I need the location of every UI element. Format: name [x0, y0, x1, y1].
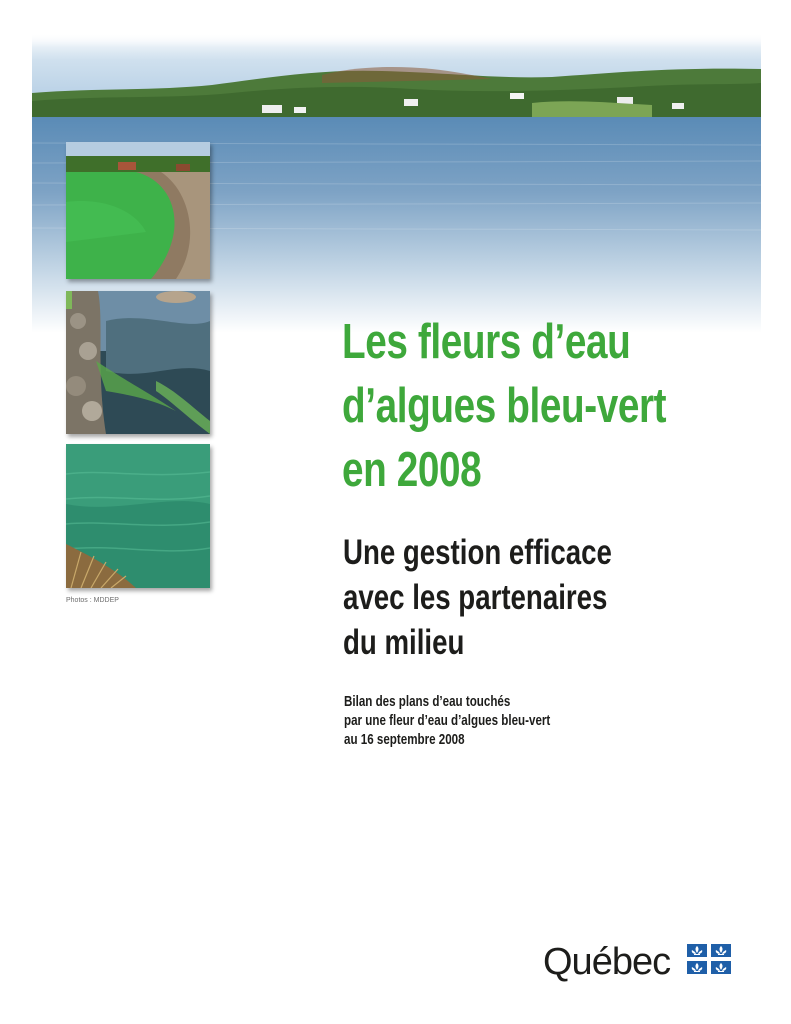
title-line: d’algues bleu-vert [342, 379, 667, 433]
quebec-logo [543, 940, 738, 988]
photo-algae-rocks [66, 291, 210, 434]
fleur-de-lis-flag-icon [687, 944, 731, 974]
summary-line: par une fleur d’eau d’algues bleu-vert [344, 713, 551, 729]
photo-algae-shoreline [66, 142, 210, 279]
subtitle-line: Une gestion efficace [343, 533, 612, 572]
summary-line: au 16 septembre 2008 [344, 732, 465, 748]
subtitle-line: avec les partenaires [343, 578, 608, 617]
subtitle-line: du milieu [343, 623, 465, 662]
title-line: en 2008 [342, 443, 482, 497]
document-summary [344, 693, 550, 750]
document-subtitle [343, 530, 612, 665]
document-title [342, 310, 666, 502]
photo-credit: Photos : MDDEP [66, 597, 119, 604]
title-line: Les fleurs d’eau [342, 315, 631, 369]
photo-algae-water [66, 444, 210, 588]
logo-wordmark: Québec [543, 941, 671, 983]
summary-line: Bilan des plans d’eau touchés [344, 694, 511, 710]
